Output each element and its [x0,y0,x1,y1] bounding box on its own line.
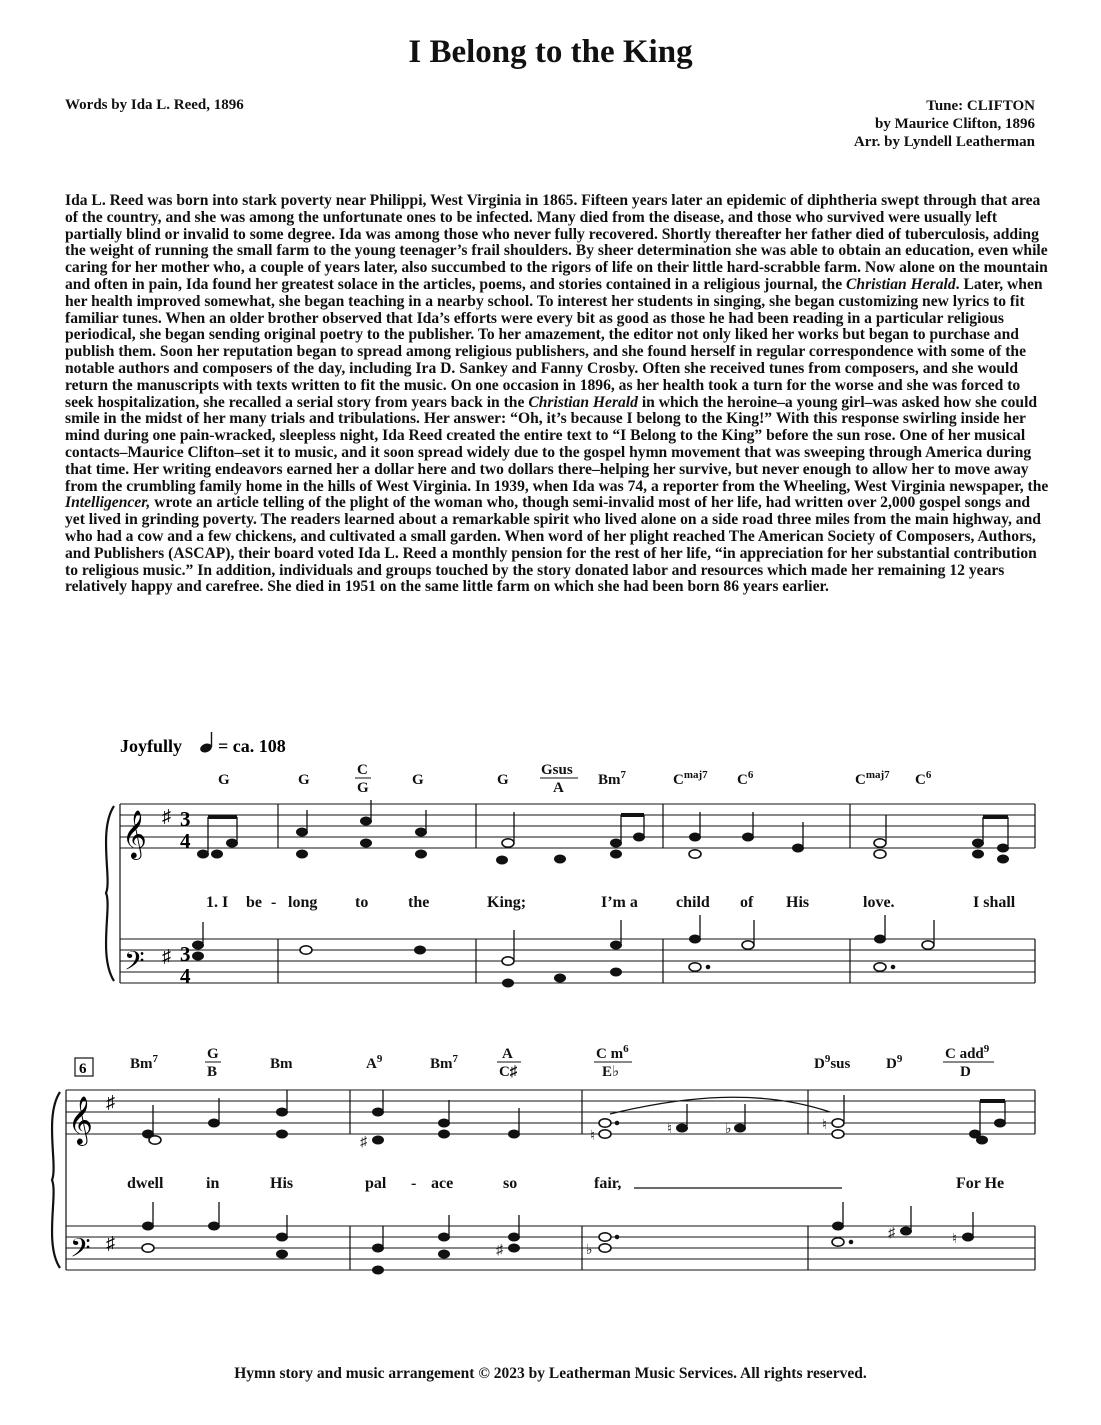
key-sharp-icon: ♯ [106,1233,115,1253]
slash-chord [355,762,371,796]
svg-text:♭: ♭ [725,1122,732,1137]
svg-text:E♭: E♭ [602,1064,620,1080]
treble-staff-2 [66,1090,1035,1134]
svg-text:C♯: C♯ [499,1064,518,1080]
chord-symbol: G [298,772,310,788]
words-credit: Words by Ida L. Reed, 1896 [65,97,244,113]
lyric-syllable: ace [431,1175,454,1192]
chord-symbol: Bm$^7$ [130,1053,158,1072]
chord-symbol: $D^9sus$ [814,1053,851,1072]
note-head [198,850,209,858]
composer-credit: by Maurice Clifton, 1896 [875,116,1035,132]
story-part-4: wrote an article telling of the plight of the woman who, though semi-invalid most of her life, had written over 2,000 gospel songs and yet lived in grinding poverty. The readers learned about a remarkable spirit who lived alone on a side road three miles from the main highway, and who had a cow and a few chickens, and cultivated a small garden. When word of her plight reached The American Society of Composers, Authors, and Publishers (ASCAP), their board voted Ida L. Reed a monthly pension for the rest of her life, “in appreciation for her substantial contribution to religious music.” In addition, individuals and groups touched by the story donated labor and resources which made her remaining 12 years relatively happy and carefree. She died in 1951 on the same little farm on which she had been born 86 years earlier. [65,494,1041,596]
chord-symbol: $C^{maj7}$ [855,769,890,788]
lyric-syllable: love. [863,894,895,911]
chord-symbol: Bm$^7$ [598,769,626,788]
svg-text:G: G [207,1046,219,1062]
page-title: I Belong to the King [408,34,693,70]
lyric-syllable: His [270,1175,294,1192]
chord-symbol: G [218,772,230,788]
bass-clef-icon: 𝄢 [70,1233,91,1269]
svg-text:3: 3 [180,807,191,831]
chord-symbol: $D^9$ [886,1053,903,1072]
treble-clef-icon: 𝄞 [68,1098,93,1144]
key-sharp-icon: ♯ [106,1092,115,1112]
note-head [212,850,223,858]
svg-text:A: A [502,1046,513,1062]
bass-staff-1 [120,939,1035,983]
lyric-syllable: long [288,894,318,911]
svg-text:4: 4 [180,829,191,853]
svg-text:♮: ♮ [952,1232,958,1247]
story-italic-3: Intelligencer, [65,494,151,512]
svg-text:Gsus: Gsus [541,762,573,778]
treble-clef-icon: 𝄞 [122,812,147,858]
story-part-1: Ida L. Reed was born into stark poverty near Philippi, West Virginia in 1865. Fifteen years later an epidemic of diphtheria swept through that area of the country, and she was among the unfortunate ones to be infected. Many died from the disease, and those who survived were usually left partially blind or invalid to some degree. Ida was among those who never fully recovered. Shortly thereafter her father died of tuberculosis, adding the weight of running the small farm to the young teenager’s frail shoulders. By sheer determination she was able to obtain an education, even while caring for her mother who, a couple of years later, also succumbed to the rigors of life on their little hard-scrabble farm. Now alone on the mountain and often in pain, Ida found her greatest solace in the articles, poems, and stories contained in a religious journal, the [65,192,1048,293]
chord-symbols-system-1 [218,762,932,796]
svg-text:4: 4 [180,964,191,988]
lyrics-system-1 [206,894,1016,911]
note-head [227,839,238,847]
svg-text:A: A [553,780,564,796]
lyric-syllable: fair, [594,1175,622,1192]
lyrics-system-2 [127,1175,1004,1192]
svg-text:♮: ♮ [590,1129,596,1144]
lyric-syllable: to [355,894,369,911]
svg-text:♯: ♯ [888,1226,895,1241]
bass-notes-system-1 [193,915,935,987]
slash-chord [205,1046,221,1080]
svg-text:3: 3 [180,942,191,966]
tempo-marking: Joyfully [120,736,183,756]
story-italic-2: Christian Herald [528,393,638,411]
slash-chord [943,1043,994,1080]
key-sharp-icon: ♯ [162,806,171,826]
chord-symbol: G [412,772,424,788]
svg-text:♮: ♮ [667,1122,673,1137]
brace-icon [52,1092,60,1268]
chord-symbol: $A^9$ [366,1053,383,1072]
brace-icon [106,806,114,981]
lyric-syllable: child [676,894,710,911]
chord-symbols-system-2 [130,1043,994,1080]
lyric-syllable: the [408,894,430,911]
svg-text:♯: ♯ [496,1243,503,1258]
treble-staff-1 [120,804,1035,848]
lyric-syllable: be [246,894,262,911]
lyric-syllable: dwell [127,1175,164,1192]
lyric-syllable: in [206,1175,220,1192]
lyric-hyphen: - [411,1175,417,1192]
svg-text:C m6: C $m^6$ [596,1043,629,1062]
tempo-value: = ca. 108 [218,736,286,756]
lyric-syllable: For He [956,1175,1005,1192]
lyric-syllable: King; [487,894,527,911]
lyric-syllable: so [503,1175,518,1192]
measure-number: 6 [79,1061,87,1077]
svg-text:♮: ♮ [822,1118,828,1133]
story-part-3: in which the heroine–a young girl–was asked how she could smile in the midst of her many trials and tribulations. Her answer: “Oh, it’s because I belong to the King!” With this response swirling inside her mind during one pain-wracked, sleepless night, Ida Reed created the entire text to “I Belong to the King” before the sun rose. One of her musical contacts–Maurice Clifton–set it to music, and it soon spread widely due to the gospel hymn movement that was sweeping through America during that time. Her writing endeavors earned her a dollar here and two dollars there–helping her survive, but never enough to allow her to move away from the crumbling family home in the hills of West Virginia. In 1939, when Ida was 74, a reporter from the Wheeling, West Virginia newspaper, the [65,393,1049,495]
svg-text:D: D [960,1064,971,1080]
svg-text:♭: ♭ [586,1243,593,1258]
treble-notes-system-1 [198,800,1009,864]
slash-chord [540,762,578,796]
slash-chord [497,1046,521,1080]
chord-symbol: $C^6$ [737,769,754,788]
slash-chord [594,1043,632,1080]
story-italic-1: Christian Herald [846,275,956,293]
lyric-syllable: I shall [973,894,1016,911]
bass-notes-system-2 [142,1202,974,1274]
story-part-2: . Later, when her health improved somewhat, she began teaching in a nearby school. To interest her students in singing, she began customizing new lyrics to fit familiar tunes. When an older brother observed that Ida’s efforts were every bit as good as those he had been reading in a particular religious periodical, she began sending original poetry to the publisher. To her amazement, the editor not only liked her works but began to purchase and publish them. Soon her reputation began to spread among religious publishers, and she found herself in regular correspondence with some of the notable authors and composers of the day, including Ira D. Sankey and Fanny Crosby. Often she received tunes from composers, and she would return the manuscripts with texts written to fit the music. On one occasion in 1896, as her health took a turn for the worse and she was forced to seek hospitalization, she recalled a serial story from years back in the [65,275,1043,411]
treble-notes-system-2 [143,1090,1006,1150]
key-sharp-icon: ♯ [162,946,171,966]
svg-text:B: B [207,1064,218,1080]
lyric-syllable: His [786,894,810,911]
lyric-hyphen: - [271,894,277,911]
lyric-syllable: I’m a [601,894,638,911]
lyric-syllable: pal [365,1175,387,1192]
time-signature [180,807,191,988]
bass-clef-icon: 𝄢 [124,946,145,982]
svg-text:♯: ♯ [360,1135,367,1150]
quarter-note-icon [199,732,213,754]
copyright-footer: Hymn story and music arrangement © 2023 by Leatherman Music Services. All rights reserved. [234,1365,867,1382]
chord-symbol: $C^{maj7}$ [673,769,708,788]
svg-text:G: G [357,780,369,796]
tune-name: Tune: CLIFTON [926,98,1035,114]
svg-text:C add9: C add$^9$ [945,1043,990,1062]
chord-symbol: $C^6$ [915,769,932,788]
chord-symbol: Bm [270,1056,293,1072]
lyric-syllable: 1. I [206,894,229,911]
chord-symbol: Bm$^7$ [430,1053,458,1072]
svg-text:C: C [357,762,368,778]
lyric-syllable: of [740,894,754,911]
chord-symbol: G [497,772,509,788]
arranger-credit: Arr. by Lyndell Leatherman [853,134,1035,150]
